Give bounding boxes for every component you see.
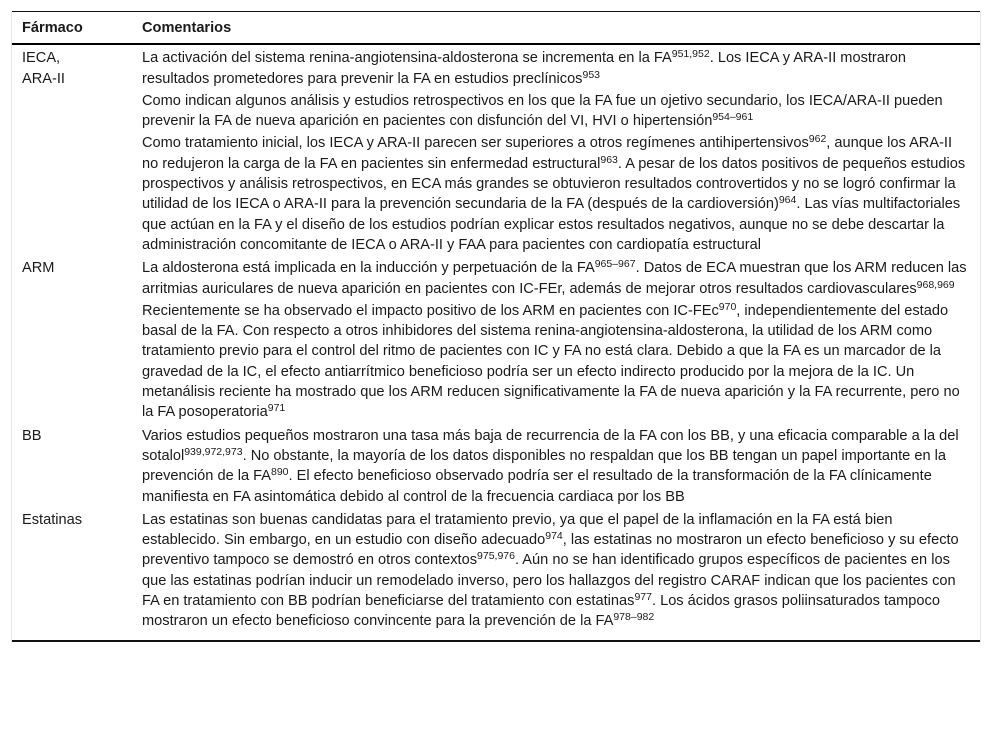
- comment-text: , independientemente del estado basal de la FA. Con respecto a otros inhibidores del sistema renina-angiotensina-aldosterona, la utilidad de los ARM como tratamiento previo para el control del ritmo de pacientes con IC y FA no está clara. Debido a que la FA es un marcador de la gravedad de la IC, el efecto antiarrítmico beneficioso podría ser un efecto indirecto producido por la mejora de la IC. Un metanálisis reciente ha mostrado que los ARM reducen significativamente la FA de nueva aparición y la FA recurrente, pero no la FA posoperatoria: [142, 302, 960, 421]
- comments-cell: [142, 44, 980, 255]
- reference-superscript: 965–967: [594, 258, 636, 271]
- comment-paragraph: [142, 133, 970, 255]
- reference-superscript: 962: [808, 133, 827, 146]
- drug-cell: Estatinas: [12, 507, 142, 641]
- comment-text: . A pesar de los datos positivos de pequeños estudios prospectivos y análisis retrospectivos, en ECA más grandes se obtuvieron resultados controvertidos y no se logró confirmar la utilidad de los IECA o ARA-II para la prevención secundaria de la FA (después de la cardioversión): [142, 155, 966, 213]
- comment-text: Las estatinas son buenas candidatas para el tratamiento previo, ya que el papel de la inflamación en la FA está bien establecido. Sin embargo, en un estudio con diseño adecuado: [142, 511, 893, 549]
- header-comments: Comentarios: [142, 12, 980, 45]
- comment-text: . Las vías multifactoriales que actúan en la FA y el diseño de los estudios podrían explicar estos resultados negativos, aunque no se debe descartar la administración concomitante de IECA o ARA-II y FAA para pacientes con cardiopatía estructural: [142, 196, 961, 253]
- comment-paragraph: [142, 48, 970, 89]
- drug-cell: ARM: [22, 260, 55, 277]
- comment-paragraph: [142, 426, 970, 507]
- drug-comments-table: [12, 11, 980, 642]
- reference-superscript: 975,976: [477, 550, 515, 563]
- reference-superscript: 890: [271, 466, 289, 479]
- comment-text: , aunque los ARA-II no redujeron la carga de la FA en pacientes sin enfermedad estructural: [142, 135, 953, 172]
- reference-superscript: 953: [582, 68, 601, 81]
- comment-text: La activación del sistema renina-angiotensina-aldosterona se incrementa en la FA: [142, 50, 672, 67]
- reference-superscript: 970: [718, 300, 737, 313]
- table-row: [12, 44, 980, 255]
- comment-text: . Los ácidos grasos poliinsaturados tampoco mostraron un efecto beneficioso convincente para la prevención de la FA: [142, 593, 940, 630]
- comment-text: Como tratamiento inicial, los IECA y ARA-II parecen ser superiores a otros regímenes antihipertensivos: [142, 135, 809, 152]
- reference-superscript: 939,972,973: [184, 445, 243, 458]
- comments-cell: [142, 423, 980, 507]
- comment-text: . Los IECA y ARA-II mostraron resultados prometedores para prevenir la FA en estudios preclínicos: [142, 50, 906, 87]
- comment-text: , las estatinas no mostraron un efecto beneficioso y su efecto preventivo tampoco se demostró en otros contextos: [142, 532, 959, 569]
- table-header: [12, 12, 980, 45]
- table-row: [12, 423, 980, 507]
- table-row: [12, 507, 980, 641]
- drug-cell: BB: [22, 427, 42, 444]
- comment-text: La aldosterona está implicada en la inducción y perpetuación de la FA: [142, 260, 595, 277]
- comment-text: . El efecto beneficioso observado podría ser el resultado de la transformación de la FA clínicamente manifiesta en FA asintomática debido al control de la frecuencia cardiaca por los BB: [142, 468, 932, 505]
- comment-paragraph: [142, 91, 970, 132]
- reference-superscript: 977: [634, 591, 652, 604]
- reference-superscript: 951,952: [671, 48, 710, 61]
- comment-text: . Datos de ECA muestran que los ARM reducen las arritmias auriculares de nueva aparición en pacientes con IC-FEr, además de mejorar otros resultados cardiovasculares: [142, 260, 967, 297]
- comment-text: . No obstante, la mayoría de los datos disponibles no respaldan que los BB tengan un papel importante en la prevención de la FA: [142, 447, 946, 485]
- table-body: [12, 44, 980, 640]
- comment-text: Recientemente se ha observado el impacto positivo de los ARM en pacientes con IC-FEc: [142, 302, 719, 319]
- reference-superscript: 964: [778, 194, 797, 207]
- drug-comments-table-container: [11, 11, 981, 642]
- reference-superscript: 968,969: [916, 278, 955, 291]
- reference-superscript: 978–982: [613, 611, 655, 624]
- reference-superscript: 963: [600, 153, 618, 166]
- drug-cell: IECA, ARA-II: [22, 50, 65, 87]
- comment-paragraph: [142, 258, 970, 299]
- comment-text: Como indican algunos análisis y estudios retrospectivos en los que la FA fue un ojetivo secundario, los IECA/ARA-II pueden prevenir la FA de nueva aparición en pacientes con disfunción del VI, HVI o hipertensión: [142, 92, 943, 130]
- table-row: [12, 255, 980, 422]
- comment-paragraph: [142, 510, 970, 632]
- comments-cell: [142, 507, 980, 641]
- header-row: [12, 12, 980, 45]
- header-drug: Fármaco: [12, 12, 142, 45]
- comment-text: Varios estudios pequeños mostraron una tasa más baja de recurrencia de la FA con los BB, y una eficacia comparable a la del sotalol: [142, 427, 959, 464]
- comments-cell: [142, 255, 980, 422]
- reference-superscript: 971: [267, 402, 286, 415]
- reference-superscript: 954–961: [712, 111, 754, 124]
- comment-paragraph: [142, 301, 970, 423]
- comment-text: . Aún no se han identificado grupos específicos de pacientes en los que las estatinas podrían inducir un remodelado inverso, pero los hallazgos del registro CARAF indican que los pacientes con FA en tratamiento con BB podrían beneficiarse del tratamiento con estatinas: [142, 552, 956, 610]
- reference-superscript: 974: [545, 530, 563, 543]
